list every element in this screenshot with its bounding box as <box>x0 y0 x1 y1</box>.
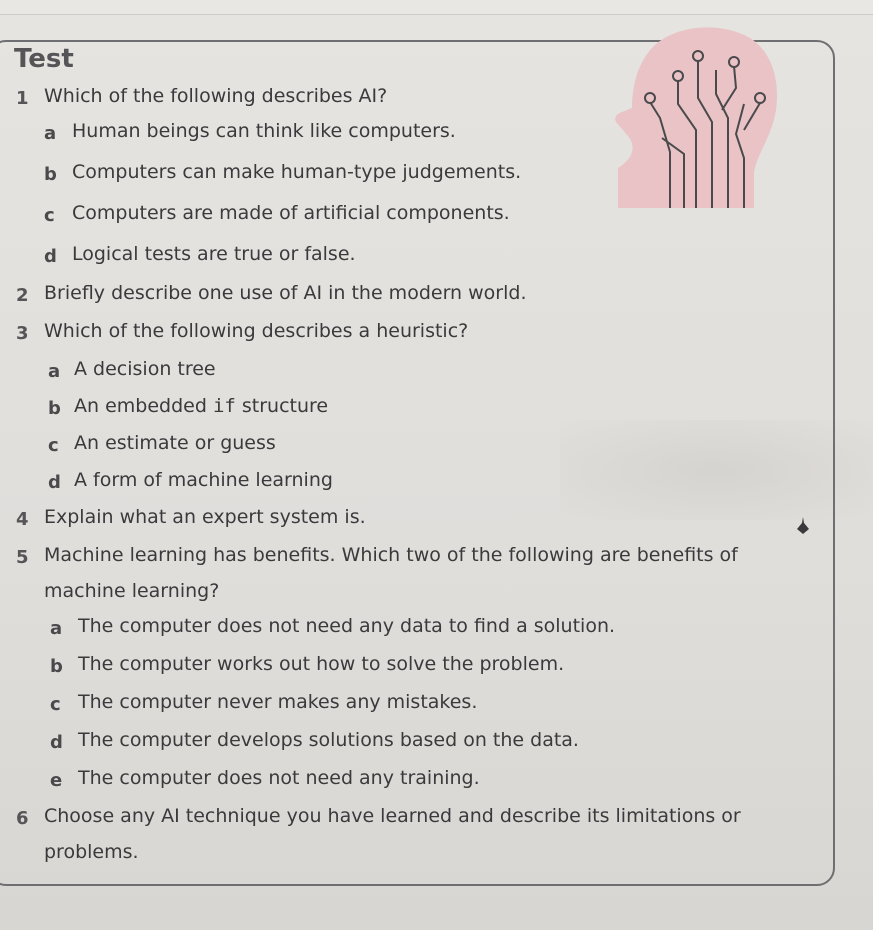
question-5-number: 5 <box>16 547 29 568</box>
question-2-text: Briefly describe one use of AI in the modern world. <box>44 282 527 304</box>
q1-option-a-text: Human beings can think like computers. <box>72 120 456 142</box>
page-top-edge <box>0 0 873 15</box>
q5-option-e-text: The computer does not need any training. <box>78 767 480 789</box>
question-6-text-line2: problems. <box>44 841 139 863</box>
question-1-number: 1 <box>16 88 29 109</box>
question-5-text-line2: machine learning? <box>44 580 220 602</box>
q3-option-a-text: A decision tree <box>74 358 216 380</box>
question-4-number: 4 <box>16 509 29 530</box>
q1-option-c-letter: c <box>44 205 55 226</box>
q3-option-d-letter: d <box>48 472 61 493</box>
q1-option-d-letter: d <box>44 246 57 267</box>
question-6-text-line1: Choose any AI technique you have learned and describe its limitations or <box>44 805 741 827</box>
q3-option-b-code: if <box>212 395 236 417</box>
question-6-number: 6 <box>16 808 29 829</box>
q5-option-b-text: The computer works out how to solve the problem. <box>78 653 565 675</box>
question-1-text: Which of the following describes AI? <box>44 85 388 107</box>
q5-option-d-letter: d <box>50 732 63 753</box>
q3-option-b-text-before: An embedded <box>74 395 207 417</box>
question-3-number: 3 <box>16 323 29 344</box>
q1-option-d-text: Logical tests are true or false. <box>72 243 356 265</box>
q3-option-b-text-after: structure <box>241 395 329 417</box>
q3-option-c-letter: c <box>48 435 59 456</box>
q1-option-b-letter: b <box>44 164 57 185</box>
q1-option-a-letter: a <box>44 123 57 144</box>
q3-option-c-text: An estimate or guess <box>74 432 276 454</box>
q5-option-a-letter: a <box>50 618 63 639</box>
q3-option-b-text <box>74 395 328 417</box>
question-4-text: Explain what an expert system is. <box>44 506 366 528</box>
q5-option-c-letter: c <box>50 694 61 715</box>
question-2-number: 2 <box>16 285 29 306</box>
q5-option-b-letter: b <box>50 656 63 677</box>
q5-option-c-text: The computer never makes any mistakes. <box>78 691 478 713</box>
paper-mark-icon <box>796 517 810 535</box>
question-3-text: Which of the following describes a heuristic? <box>44 320 469 342</box>
q5-option-e-letter: e <box>50 770 63 791</box>
ai-head-circuit-icon <box>612 18 782 218</box>
q3-option-a-letter: a <box>48 361 61 382</box>
q1-option-b-text: Computers can make human-type judgements. <box>72 161 522 183</box>
q3-option-b-letter: b <box>48 398 61 419</box>
q5-option-a-text: The computer does not need any data to find a solution. <box>78 615 616 637</box>
q5-option-d-text: The computer develops solutions based on the data. <box>78 729 579 751</box>
question-5-text-line1: Machine learning has benefits. Which two of the following are benefits of <box>44 544 738 566</box>
page-title: Test <box>14 44 74 74</box>
q3-option-d-text: A form of machine learning <box>74 469 333 491</box>
q1-option-c-text: Computers are made of artificial components. <box>72 202 510 224</box>
